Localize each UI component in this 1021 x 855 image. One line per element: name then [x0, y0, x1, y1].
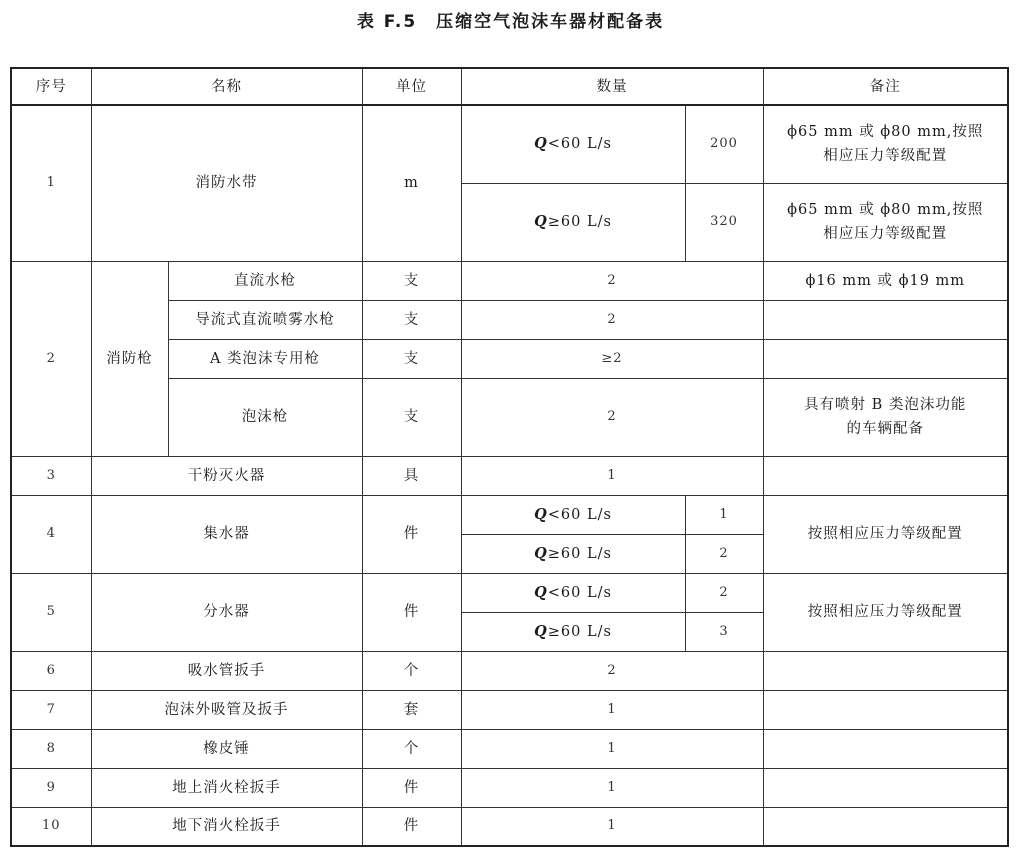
header-name: 名称 [91, 68, 362, 105]
row-qty: 2 [461, 378, 763, 456]
condition-text: <60 L/s [547, 506, 612, 523]
row-seq: 9 [11, 768, 91, 807]
q-symbol: Q [534, 213, 548, 230]
row-seq: 8 [11, 729, 91, 768]
header-row [11, 68, 1008, 105]
row-condition [461, 105, 685, 183]
row-remark [763, 339, 1008, 378]
row-condition [461, 573, 685, 612]
row-name: 地上消火栓扳手 [91, 768, 362, 807]
table-row [11, 768, 1008, 807]
row-qty: 2 [685, 534, 763, 573]
row-qty: 320 [685, 183, 763, 261]
condition-text: ≥60 L/s [547, 545, 612, 562]
row-unit: 件 [362, 495, 461, 573]
row-name: 干粉灭火器 [91, 456, 362, 495]
row-unit: 支 [362, 378, 461, 456]
table-row [11, 651, 1008, 690]
row-name: 泡沫枪 [168, 378, 362, 456]
row-name: 吸水管扳手 [91, 651, 362, 690]
row-unit: 支 [362, 261, 461, 300]
row-seq: 10 [11, 807, 91, 846]
table-title: 表 F.5 压缩空气泡沫车器材配备表 [356, 12, 665, 32]
q-symbol: Q [534, 544, 548, 562]
table-row [11, 807, 1008, 846]
row-qty: 2 [461, 300, 763, 339]
row-group: 消防枪 [91, 261, 168, 456]
condition-text: ≥60 L/s [547, 214, 612, 230]
row-remark: 按照相应压力等级配置 [763, 573, 1008, 651]
row-qty: 2 [685, 573, 763, 612]
row-seq: 3 [11, 456, 91, 495]
condition-text: <60 L/s [547, 136, 612, 153]
row-name: 地下消火栓扳手 [91, 807, 362, 846]
row-name: 导流式直流喷雾水枪 [168, 300, 362, 339]
condition-text: ≥60 L/s [547, 623, 612, 640]
q-symbol: Q [534, 622, 548, 640]
row-qty: 1 [461, 729, 763, 768]
row-unit: 件 [362, 807, 461, 846]
row-seq: 5 [11, 573, 91, 651]
header-qty: 数量 [461, 68, 763, 105]
header-seq: 序号 [11, 68, 91, 105]
table-row [11, 261, 1008, 300]
row-unit: 个 [362, 651, 461, 690]
row-qty: 2 [461, 651, 763, 690]
table-row [11, 456, 1008, 495]
row-unit: 件 [362, 573, 461, 651]
row-remark [763, 651, 1008, 690]
row-qty: 3 [685, 612, 763, 651]
row-qty: 1 [461, 807, 763, 846]
row-unit: m [362, 105, 461, 261]
row-seq: 1 [11, 105, 91, 261]
row-seq: 6 [11, 651, 91, 690]
row-unit: 套 [362, 690, 461, 729]
row-remark: 按照相应压力等级配置 [763, 495, 1008, 573]
row-remark: ϕ65 mm 或 ϕ80 mm,按照 相应压力等级配置 [763, 183, 1008, 261]
row-qty: 2 [461, 261, 763, 300]
row-name: 直流水枪 [168, 261, 362, 300]
q-symbol: Q [534, 505, 548, 523]
row-qty: ≥2 [461, 339, 763, 378]
row-qty: 200 [685, 105, 763, 183]
q-symbol: Q [534, 583, 548, 601]
table-row [11, 690, 1008, 729]
header-remark: 备注 [763, 68, 1008, 105]
q-symbol: Q [534, 135, 548, 153]
row-remark [763, 690, 1008, 729]
row-qty: 1 [685, 495, 763, 534]
row-condition [461, 612, 685, 651]
table-row [11, 495, 1008, 534]
row-name: 橡皮锤 [91, 729, 362, 768]
row-condition [461, 495, 685, 534]
equipment-table [10, 67, 1009, 847]
table-row [11, 573, 1008, 612]
row-name: 集水器 [91, 495, 362, 573]
row-remark: 具有喷射 B 类泡沫功能 的车辆配备 [763, 378, 1008, 456]
row-name: 泡沫外吸管及扳手 [91, 690, 362, 729]
row-qty: 1 [461, 456, 763, 495]
header-unit: 单位 [362, 68, 461, 105]
row-seq: 2 [11, 261, 91, 456]
row-remark [763, 768, 1008, 807]
row-seq: 7 [11, 690, 91, 729]
row-unit: 支 [362, 300, 461, 339]
condition-text: <60 L/s [547, 584, 612, 601]
row-remark [763, 729, 1008, 768]
row-name: A 类泡沫专用枪 [168, 339, 362, 378]
row-remark: ϕ16 mm 或 ϕ19 mm [763, 261, 1008, 300]
row-remark: ϕ65 mm 或 ϕ80 mm,按照 相应压力等级配置 [763, 105, 1008, 183]
row-condition [461, 534, 685, 573]
row-unit: 具 [362, 456, 461, 495]
row-remark [763, 456, 1008, 495]
row-name: 消防水带 [91, 105, 362, 261]
table-row [11, 105, 1008, 183]
row-remark [763, 807, 1008, 846]
row-unit: 支 [362, 339, 461, 378]
row-name: 分水器 [91, 573, 362, 651]
row-remark [763, 300, 1008, 339]
row-condition [461, 183, 685, 261]
row-seq: 4 [11, 495, 91, 573]
row-unit: 件 [362, 768, 461, 807]
row-qty: 1 [461, 768, 763, 807]
table-row [11, 729, 1008, 768]
row-unit: 个 [362, 729, 461, 768]
row-qty: 1 [461, 690, 763, 729]
